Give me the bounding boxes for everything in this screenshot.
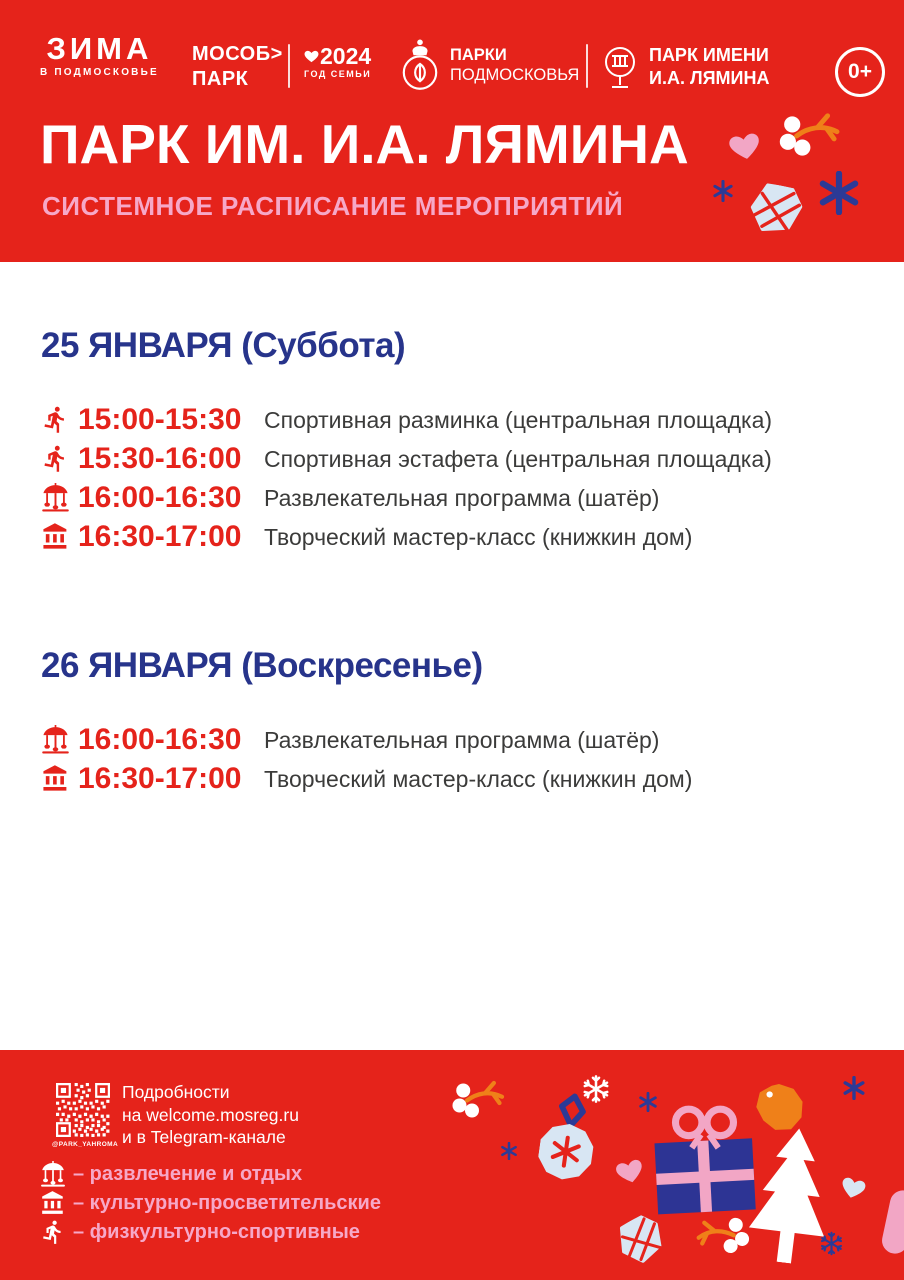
heart-decor-icon [612,1155,648,1189]
header-divider [288,44,290,88]
event-row [41,443,772,474]
details-line1: Подробности [122,1082,230,1102]
legend-label: – культурно-просветительские [73,1191,381,1214]
age-rating-badge: 0+ [835,47,885,97]
parki-line2: ПОДМОСКОВЬЯ [450,66,580,84]
event-time: 16:00-16:30 [78,722,242,756]
heart-decor-icon [837,1173,868,1204]
legend-row [40,1190,381,1216]
berries-decor-icon [452,1078,507,1123]
day-heading: 26 ЯНВАРЯ (Воскресенье) [41,646,483,685]
legend-row [40,1219,381,1245]
snowflake-decor-icon [818,1230,845,1257]
berries-decor-icon [779,110,843,162]
event-title: Творческий мастер-класс (книжкин дом) [264,766,693,792]
details-text [122,1081,299,1149]
event-title: Развлекательная программа (шатёр) [264,727,660,753]
asterisk-decor-icon [712,180,734,202]
qr-caption: @PARK_YAHROMA [52,1141,119,1148]
event-time: 16:30-17:00 [78,519,242,553]
event-time: 15:30-16:00 [78,441,242,475]
poster-subtitle: СИСТЕМНОЕ РАСПИСАНИЕ МЕРОПРИЯТИЙ [42,191,624,221]
park-logo-line2: И.А. ЛЯМИНА [649,68,770,88]
mosobpark-line2: ПАРК [192,68,249,90]
heart-decor-icon [725,128,764,165]
day-1-events [41,404,772,552]
asterisk-decor-icon [817,171,861,215]
event-title: Развлекательная программа (шатёр) [264,485,660,511]
event-row [41,404,772,435]
tree-emblem-icon [600,45,640,89]
zima-logo-subtext: В ПОДМОСКОВЬЕ [40,67,159,78]
poster-title: ПАРК ИМ. И.А. ЛЯМИНА [40,113,689,175]
details-line2: на welcome.mosreg.ru [122,1104,299,1125]
header-divider [586,44,588,88]
legend-row [40,1161,381,1187]
runner-icon [40,1219,66,1245]
year-of-family-logo [304,44,371,79]
mosobpark-line1: МОСОБ> [192,43,283,65]
year-label: ГОД СЕМЬИ [304,69,372,79]
heart-icon [304,49,319,64]
park-imeni-lyamina-logo [600,44,769,90]
parki-podmoskovya-logo [398,38,579,92]
day-2-events [41,724,692,794]
day-heading: 25 ЯНВАРЯ (Суббота) [41,326,406,365]
berries-decor-icon [691,1211,753,1265]
event-row [41,763,692,794]
qr-code [56,1083,110,1137]
legend [40,1161,381,1248]
header [0,0,904,262]
gift-decor-icon [652,1098,758,1216]
candy-cane-decor-icon [880,1188,904,1256]
asterisk-decor-icon [842,1076,866,1100]
ornament-leaf-icon [398,38,442,92]
carousel-icon [41,725,70,754]
event-time: 16:30-17:00 [78,761,242,795]
zima-v-podmoskovye-logo [40,33,159,78]
legend-label: – физкультурно-спортивные [73,1220,360,1243]
park-logo-line1: ПАРК ИМЕНИ [649,45,769,65]
carousel-icon [41,483,70,512]
carousel-icon [40,1161,66,1187]
runner-icon [41,405,70,434]
details-line3: и в Telegram-канале [122,1127,286,1147]
footer [0,1050,904,1280]
event-time: 16:00-16:30 [78,480,242,514]
event-title: Творческий мастер-класс (книжкин дом) [264,524,693,550]
event-title: Спортивная эстафета (центральная площадка) [264,446,772,472]
runner-icon [41,444,70,473]
event-time: 15:00-15:30 [78,402,242,436]
mosobpark-logo [192,42,283,92]
candy-decor-icon [745,180,806,239]
asterisk-decor-icon [500,1142,518,1160]
zima-logo-text: ЗИМА [46,31,153,66]
candy-decor-icon [610,1210,671,1270]
building-icon [41,522,70,551]
event-row [41,521,772,552]
year-number: 2024 [320,43,372,69]
parki-line1: ПАРКИ [450,46,507,64]
building-icon [41,764,70,793]
event-row [41,482,772,513]
event-row [41,724,692,755]
legend-label: – развлечение и отдых [73,1162,303,1185]
building-icon [40,1190,66,1216]
event-title: Спортивная разминка (центральная площадка) [264,407,773,433]
ornament-ball-decor-icon [535,1089,603,1188]
